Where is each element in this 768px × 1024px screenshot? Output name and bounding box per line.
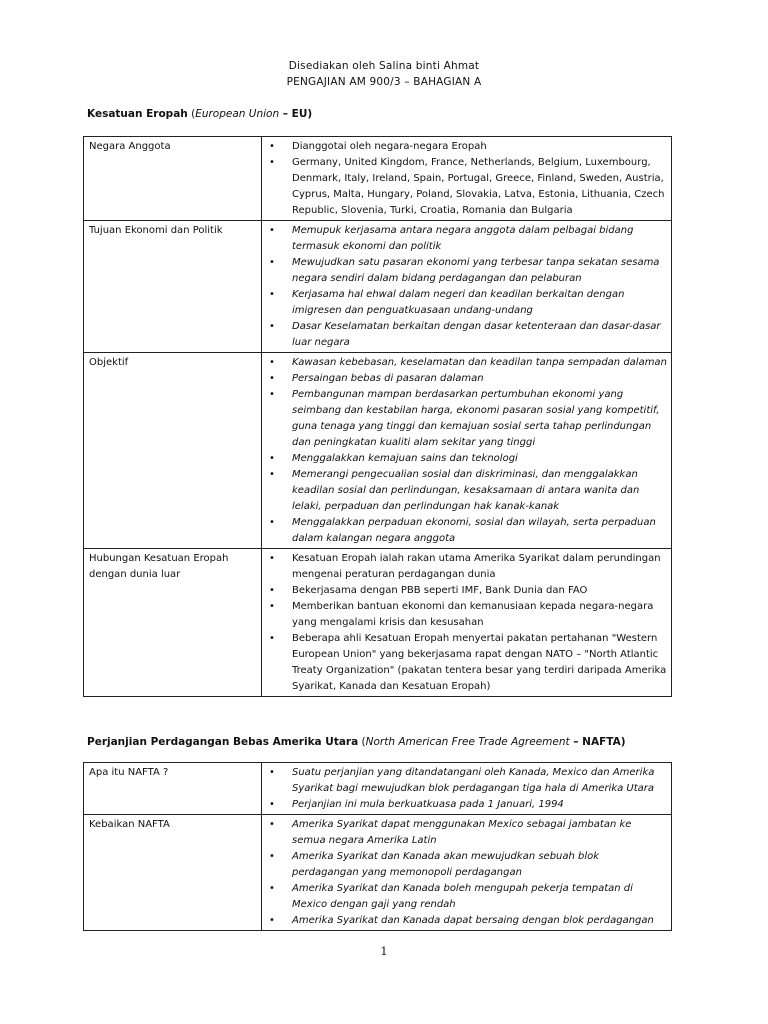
row-label: Hubungan Kesatuan Eropah dengan dunia luar bbox=[84, 549, 262, 697]
list-item: • Memerangi pengecualian sosial dan diskriminasi, dan menggalakkan keadilan sosial dan perlindungan, kesaksamaan di antara wanita dan lelaki, perpaduan dan perlindungan hak kanak-kanak bbox=[292, 467, 667, 515]
list-item: • Mewujudkan satu pasaran ekonomi yang terbesar tanpa sekatan sesama negara sendiri dalam bidang perdagangan dan pelaburan bbox=[292, 255, 667, 287]
section-title-nafta-bold: Perjanjian Perdagangan Bebas Amerika Utara bbox=[87, 736, 359, 748]
bullet-list bbox=[267, 817, 667, 929]
list-item: • Persaingan bebas di pasaran dalaman bbox=[292, 371, 667, 387]
bullet-list bbox=[267, 355, 667, 547]
list-item: • Kerjasama hal ehwal dalam negeri dan keadilan berkaitan dengan imigresen dan penguatkuasaan undang-undang bbox=[292, 287, 667, 319]
table-row bbox=[84, 763, 672, 815]
list-item: • Menggalakkan perpaduan ekonomi, sosial dan wilayah, serta perpaduan dalam kalangan negara anggota bbox=[292, 515, 667, 547]
row-content bbox=[262, 549, 672, 697]
section-title-eu-bold: Kesatuan Eropah bbox=[87, 108, 188, 120]
list-item: • Germany, United Kingdom, France, Netherlands, Belgium, Luxembourg, Denmark, Italy, Ireland, Spain, Portugal, Greece, Finland, Sweden, Austria, Cyprus, Malta, Hungary, Poland, Slovakia, Latva, Estonia, Lithuania, Czech Republic, Slovenia, Turki, Croatia, Romania dan Bulgaria bbox=[292, 155, 667, 219]
row-label: Apa itu NAFTA ? bbox=[84, 763, 262, 815]
row-content bbox=[262, 763, 672, 815]
table-row bbox=[84, 815, 672, 931]
header-course-line: PENGAJIAN AM 900/3 – BAHAGIAN A bbox=[286, 76, 482, 88]
list-item: • Dianggotai oleh negara-negara Eropah bbox=[292, 139, 667, 155]
table-row bbox=[84, 221, 672, 353]
section-title-eu bbox=[87, 108, 312, 120]
row-label: Negara Anggota bbox=[84, 137, 262, 221]
section-title-nafta-close: – NAFTA) bbox=[569, 736, 626, 748]
bullet-list bbox=[267, 223, 667, 351]
row-content bbox=[262, 137, 672, 221]
list-item: • Memberikan bantuan ekonomi dan kemanusiaan kepada negara-negara yang mengalami krisis dan kesusahan bbox=[292, 599, 667, 631]
list-item: • Amerika Syarikat dapat menggunakan Mexico sebagai jambatan ke semua negara Amerika Latin bbox=[292, 817, 667, 849]
header-author-line: Disediakan oleh Salina binti Ahmat bbox=[288, 60, 480, 72]
list-item: • Kesatuan Eropah ialah rakan utama Amerika Syarikat dalam perundingan mengenai peraturan perdagangan dunia bbox=[292, 551, 667, 583]
nafta-table bbox=[83, 762, 672, 931]
list-item: • Memupuk kerjasama antara negara anggota dalam pelbagai bidang termasuk ekonomi dan politik bbox=[292, 223, 667, 255]
table-row bbox=[84, 137, 672, 221]
section-title-eu-open: ( bbox=[187, 108, 196, 120]
bullet-list bbox=[267, 551, 667, 695]
section-title-nafta-italic: North American Free Trade Agreement bbox=[365, 736, 570, 748]
section-title-eu-close: – EU) bbox=[279, 108, 313, 120]
row-content bbox=[262, 221, 672, 353]
list-item: • Bekerjasama dengan PBB seperti IMF, Bank Dunia dan FAO bbox=[292, 583, 667, 599]
list-item: • Beberapa ahli Kesatuan Eropah menyertai pakatan pertahanan "Western European Union" yang bekerjasama rapat dengan NATO – "North Atlantic Treaty Organization" (pakatan tentera besar yang terdiri daripada Amerika Syarikat, Kanada dan Kesatuan Eropah) bbox=[292, 631, 667, 695]
eu-table bbox=[83, 136, 672, 697]
list-item: • Kawasan kebebasan, keselamatan dan keadilan tanpa sempadan dalaman bbox=[292, 355, 667, 371]
row-content bbox=[262, 815, 672, 931]
section-title-nafta-open: ( bbox=[358, 736, 366, 748]
list-item: • Pembangunan mampan berdasarkan pertumbuhan ekonomi yang seimbang dan kestabilan harga, ekonomi pasaran sosial yang kompetitif, guna tenaga yang tinggi dan kemajuan sosial serta tahap perlindungan dan peningkatan kualiti alam sekitar yang tinggi bbox=[292, 387, 667, 451]
list-item: • Amerika Syarikat dan Kanada akan mewujudkan sebuah blok perdagangan yang memonopoli perdagangan bbox=[292, 849, 667, 881]
bullet-list bbox=[267, 139, 667, 219]
list-item: • Perjanjian ini mula berkuatkuasa pada 1 Januari, 1994 bbox=[292, 797, 667, 813]
list-item: • Amerika Syarikat dan Kanada boleh mengupah pekerja tempatan di Mexico dengan gaji yang rendah bbox=[292, 881, 667, 913]
list-item: • Suatu perjanjian yang ditandatangani oleh Kanada, Mexico dan Amerika Syarikat bagi mewujudkan blok perdagangan tiga hala di Amerika Utara bbox=[292, 765, 667, 797]
page-number: 1 bbox=[380, 945, 388, 958]
row-label: Kebaikan NAFTA bbox=[84, 815, 262, 931]
list-item: • Dasar Keselamatan berkaitan dengan dasar ketenteraan dan dasar-dasar luar negara bbox=[292, 319, 667, 351]
table-row bbox=[84, 353, 672, 549]
bullet-list bbox=[267, 765, 667, 813]
list-item: • Amerika Syarikat dan Kanada dapat bersaing dengan blok perdagangan bbox=[292, 913, 667, 929]
row-content bbox=[262, 353, 672, 549]
row-label: Tujuan Ekonomi dan Politik bbox=[84, 221, 262, 353]
section-title-nafta bbox=[87, 736, 626, 748]
list-item: • Menggalakkan kemajuan sains dan teknologi bbox=[292, 451, 667, 467]
section-title-eu-italic: European Union bbox=[195, 108, 280, 120]
table-row bbox=[84, 549, 672, 697]
row-label: Objektif bbox=[84, 353, 262, 549]
